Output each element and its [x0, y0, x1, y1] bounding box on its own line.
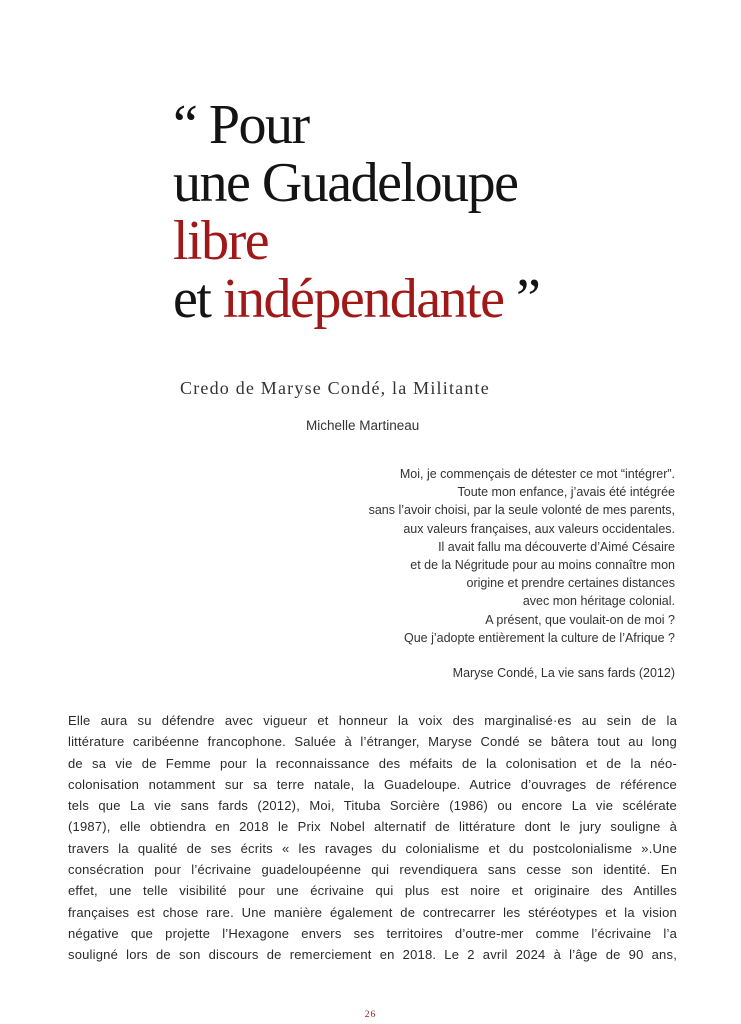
title-line-4: [173, 270, 713, 328]
title-line-4-red: indépendante: [222, 268, 504, 330]
quote-line: A présent, que voulait-on de moi ?: [485, 612, 675, 627]
article-title: [173, 96, 713, 328]
body-line: consécration pour l’écrivaine guadeloupéenne qui revendiquera sans cesse son identité. En: [68, 862, 677, 878]
body-line: travers la qualité de ses écrits « les ravages du colonialisme et du postcolonialisme ».Une: [68, 840, 677, 856]
body-line: françaises est chose rare. Une manière également de contrecarrer les stéréotypes et la vision: [68, 904, 677, 920]
quote-line: et de la Négritude pour au moins connaître mon: [410, 558, 675, 573]
page-number: 26: [364, 1010, 377, 1020]
title-line-4-plain: et: [173, 268, 223, 330]
quote-line: aux valeurs françaises, aux valeurs occidentales.: [403, 521, 675, 536]
body-line: souligné lors de son discours de remerciement en 2018. Le 2 avril 2024 à l’âge de 90 ans,: [68, 947, 677, 963]
title-line-2: une Guadeloupe: [173, 152, 518, 214]
quote-line: Toute mon enfance, j’avais été intégrée: [457, 485, 675, 500]
body-line: Elle aura su défendre avec vigueur et honneur la voix des marginalisé·es au sein de la: [68, 713, 677, 728]
body-line: tels que La vie sans fards (2012), Moi, Tituba Sorcière (1986) ou encore La vie scélérate: [68, 798, 677, 814]
quote-line: Moi, je commençais de détester ce mot “intégrer”.: [399, 467, 675, 481]
epigraph-quote: [255, 465, 675, 647]
quote-line: sans l’avoir choisi, par la seule volonté de mes parents,: [368, 503, 675, 518]
quote-line: Il avait fallu ma découverte d’Aimé Césaire: [438, 539, 675, 554]
body-line: effet, une telle visibilité pour une écrivaine qui plus est noire et originaire des Antilles: [68, 883, 677, 899]
body-paragraph: [68, 710, 677, 966]
article-author: Michelle Martineau: [306, 418, 420, 433]
title-line-1: “ Pour: [173, 94, 309, 156]
body-line: colonisation notamment sur sa terre natale, la Guadeloupe. Autrice d’ouvrages de référence: [68, 776, 677, 792]
body-line: négative que projette l’Hexagone envers ses territoires d’outre-mer comme l’écrivaine l’a: [68, 925, 677, 941]
title-line-3: libre: [173, 210, 269, 272]
body-line: (1987), elle obtiendra en 2018 le Prix Nobel alternatif de littérature dont le jury souligne à: [68, 819, 677, 835]
body-line: de sa vie de Femme pour la reconnaissance des méfaits de la colonisation et de la néo-: [68, 755, 677, 771]
article-subtitle: Credo de Maryse Condé, la Militante: [180, 378, 490, 398]
quote-source: Maryse Condé, La vie sans fards (2012): [452, 666, 675, 680]
quote-line: origine et prendre certaines distances: [466, 576, 675, 591]
quote-line: Que j’adopte entièrement la culture de l’Afrique ?: [404, 630, 675, 645]
quote-line: avec mon héritage colonial.: [522, 594, 675, 609]
body-line: littérature caribéenne francophone. Saluée à l’étranger, Maryse Condé se bâtera tout au long: [68, 734, 677, 750]
title-line-4-close: ”: [503, 268, 540, 330]
